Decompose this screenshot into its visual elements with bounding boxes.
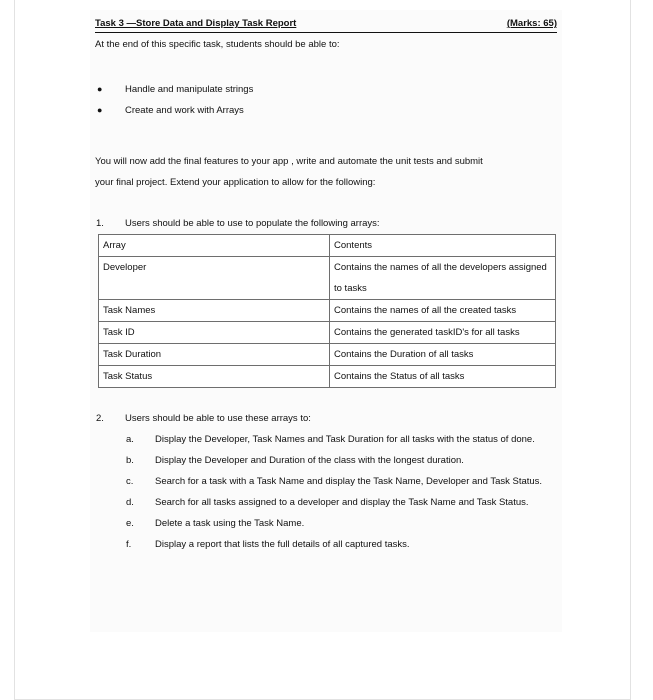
table-header-cell: Contents: [330, 235, 556, 257]
table-header-cell: Array: [99, 235, 330, 257]
bullet-icon: ●: [97, 105, 103, 115]
step-text: Users should be able to use to populate the following arrays:: [125, 218, 380, 229]
item-letter: b.: [126, 455, 134, 466]
objective-text: Handle and manipulate strings: [125, 84, 254, 95]
objectives-list: [95, 79, 557, 121]
task-title: Task 3 —Store Data and Display Task Report: [95, 18, 297, 29]
list-item: [95, 534, 557, 555]
item-letter: e.: [126, 518, 134, 529]
list-item: [95, 513, 557, 534]
table-header-row: [99, 235, 556, 257]
array-uses-list: [95, 429, 557, 555]
item-text: Search for all tasks assigned to a developer and display the Task Name and Task Status.: [155, 497, 529, 508]
table-cell: Contains the generated taskID's for all tasks: [330, 322, 556, 344]
item-letter: c.: [126, 476, 134, 487]
table-row: [99, 257, 556, 300]
step-1: [95, 213, 557, 234]
paragraph-line: You will now add the final features to your app , write and automate the unit tests and submit: [95, 156, 483, 167]
list-item: [95, 100, 557, 121]
step-number: 1.: [96, 218, 104, 229]
document-body: [95, 15, 557, 555]
table-cell: Contains the names of all the developers assigned to tasks: [330, 257, 556, 300]
intro-text: At the end of this specific task, students should be able to:: [95, 39, 340, 50]
task-header: [95, 15, 557, 33]
table-cell: Task Duration: [99, 344, 330, 366]
table-cell: Contains the Status of all tasks: [330, 366, 556, 388]
list-item: [95, 492, 557, 513]
list-item: [95, 471, 557, 492]
table-row: [99, 300, 556, 322]
item-text: Display the Developer, Task Names and Task Duration for all tasks with the status of done.: [155, 434, 535, 445]
objective-text: Create and work with Arrays: [125, 105, 244, 116]
list-item: [95, 79, 557, 100]
table-cell: Developer: [99, 257, 330, 300]
list-item: [95, 429, 557, 450]
marks-label: (Marks: 65): [506, 18, 557, 29]
table-cell: Task Status: [99, 366, 330, 388]
table-cell: Task ID: [99, 322, 330, 344]
table-row: [99, 366, 556, 388]
item-text: Display the Developer and Duration of the class with the longest duration.: [155, 455, 464, 466]
table-cell: Contains the names of all the created tasks: [330, 300, 556, 322]
item-letter: f.: [126, 539, 132, 550]
list-item: [95, 450, 557, 471]
item-text: Search for a task with a Task Name and display the Task Name, Developer and Task Status.: [155, 476, 543, 487]
instructions-paragraph: [95, 151, 557, 193]
table-cell: Contains the Duration of all tasks: [330, 344, 556, 366]
step-number: 2.: [96, 413, 104, 424]
bullet-icon: ●: [97, 84, 103, 94]
item-letter: d.: [126, 497, 134, 508]
item-text: Delete a task using the Task Name.: [155, 518, 305, 529]
arrays-table: [98, 234, 556, 388]
step-text: Users should be able to use these arrays to:: [125, 413, 311, 424]
item-text: Display a report that lists the full details of all captured tasks.: [155, 539, 410, 550]
step-2: [95, 408, 557, 429]
table-row: [99, 344, 556, 366]
table-cell: Task Names: [99, 300, 330, 322]
table-row: [99, 322, 556, 344]
paragraph-line: your final project. Extend your application to allow for the following:: [95, 177, 376, 188]
item-letter: a.: [126, 434, 134, 445]
